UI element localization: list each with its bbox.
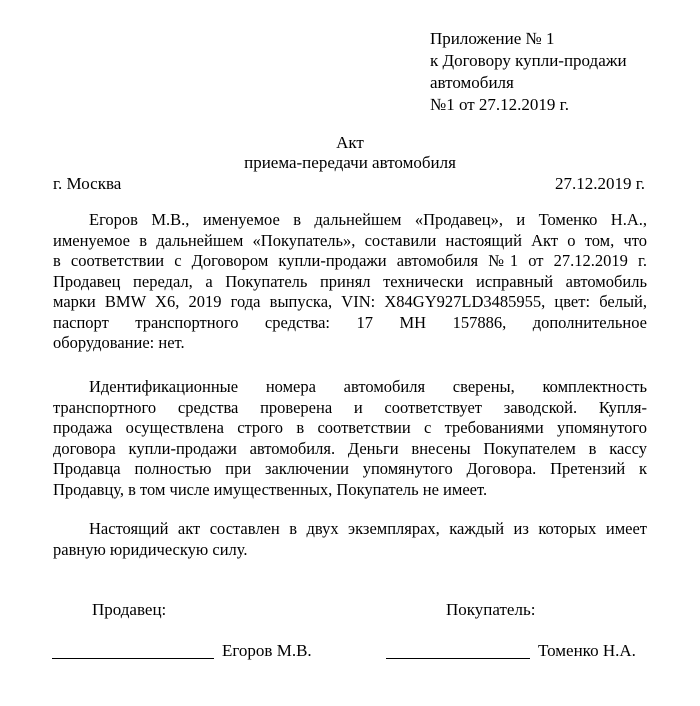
paragraph-line: в соответствии с Договором купли-продажи автомобиля №1 от 27.12.2019 г. bbox=[53, 251, 647, 270]
paragraph-line: Продавца полностью при заключении упомянутого Договора. Претензий к bbox=[53, 459, 647, 478]
seller-signature-line bbox=[52, 658, 214, 659]
appendix-line: к Договору купли-продажи bbox=[430, 51, 627, 70]
paragraph-line: оборудование: нет. bbox=[53, 333, 185, 352]
paragraph-line: продажа осуществлена строго в соответствии с требованиями упомянутого bbox=[53, 418, 647, 437]
buyer-label: Покупатель: bbox=[446, 600, 536, 619]
appendix-line: №1 от 27.12.2019 г. bbox=[430, 95, 569, 114]
buyer-name: Томенко Н.А. bbox=[538, 641, 636, 660]
place: г. Москва bbox=[53, 174, 122, 193]
paragraph-line: паспорт транспортного средства: 17 МН 157886, дополнительное bbox=[53, 312, 647, 332]
paragraph-line: равную юридическую силу. bbox=[53, 539, 248, 559]
paragraph-line: именуемое в дальнейшем «Покупатель», составили настоящий Акт о том, что bbox=[53, 230, 647, 250]
paragraph-line: Идентификационные номера автомобиля сверены, комплектность bbox=[89, 377, 647, 396]
document-title: Акт bbox=[336, 133, 364, 152]
paragraph-line: транспортного средства проверена и соответствует заводской. Купля- bbox=[53, 397, 647, 417]
buyer-signature-line bbox=[386, 658, 530, 659]
appendix-line: автомобиля bbox=[430, 73, 514, 92]
paragraph-line: Продавцу, в том числе имущественных, Покупатель не имеет. bbox=[53, 479, 488, 499]
paragraph-line: Настоящий акт составлен в двух экземплярах, каждый из которых имеет bbox=[89, 519, 647, 538]
appendix-line: Приложение № 1 bbox=[430, 29, 555, 48]
paragraph-transfer bbox=[53, 210, 647, 354]
paragraph-line: Продавец передал, а Покупатель принял технически исправный автомобиль bbox=[53, 271, 647, 291]
document-date: 27.12.2019 г. bbox=[554, 174, 645, 193]
appendix-header bbox=[430, 28, 627, 116]
document-subtitle: приема-передачи автомобиля bbox=[244, 153, 456, 172]
paragraph-line: договора купли-продажи автомобиля. Деньги внесены Покупателем в кассу bbox=[53, 438, 647, 458]
paragraph-verification bbox=[53, 377, 647, 500]
paragraph-line: марки BMW X6, 2019 года выпуска, VIN: X84GY927LD3485955, цвет: белый, bbox=[53, 292, 647, 311]
seller-label: Продавец: bbox=[92, 600, 167, 619]
seller-name: Егоров М.В. bbox=[222, 641, 312, 660]
paragraph-line: Егоров М.В., именуемое в дальнейшем «Продавец», и Томенко Н.А., bbox=[89, 210, 647, 229]
paragraph-copies bbox=[53, 519, 647, 560]
